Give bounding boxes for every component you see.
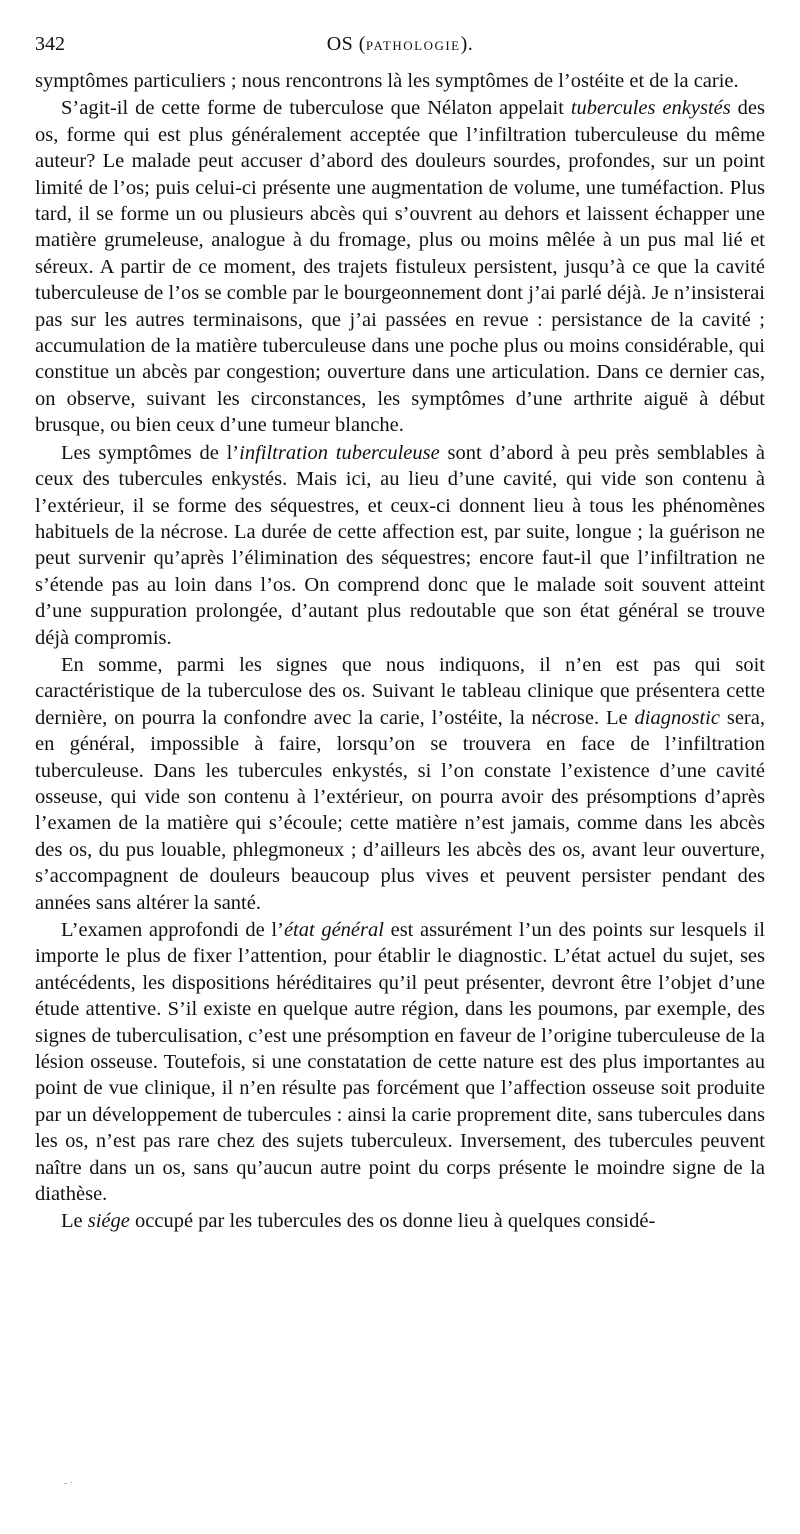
running-head-end: ). [460, 33, 474, 55]
paragraph [35, 95, 765, 438]
italic-term: infiltration tuberculeuse [239, 441, 440, 464]
italic-term: état général [283, 919, 384, 941]
running-head [35, 30, 765, 60]
paragraph [35, 1208, 765, 1234]
text-run: occupé par les tubercules des os donne lieu à quelques considé- [129, 1210, 656, 1233]
page-number: 342 [35, 33, 65, 55]
italic-term: diagnostic [634, 706, 720, 729]
italic-term: siége [87, 1210, 130, 1233]
text-run: En somme, parmi les signes que nous indiquons, il n’en est pas qui soit caractéristique de la tuberculose des os. Suivant le tableau clinique que présentera cette dernière, on pourra la confondre avec la carie, l’ostéite, la nécrose. Le [35, 653, 765, 729]
running-head-main: OS ( [326, 33, 366, 55]
text-run: des os, forme qui est plus généralement acceptée que l’infiltration tuberculeuse du même auteur? Le malade peut accuser d’abord des douleurs sourdes, profondes, sur un point limité de l’os; puis celui-ci présente une augmentation de volume, une tuméfaction. Plus tard, il se forme un ou plusieurs abcès qui s’ouvrent au dehors et laissent échapper une matière grumeleuse, analogue à du fromage, plus ou moins mêlée à un pus mal lié et séreux. A partir de ce moment, des trajets fistuleux persistent, jusqu’à ce que la cavité tuberculeuse de l’os se comble par le bourgeonnement dont j’ai parlé déjà. Je n’insisterai pas sur les autres terminaisons, que j’ai passées en revue : persistance de la cavité ; accumulation de la matière tuberculeuse dans une poche plus ou moins considérable, qui constitue un abcès par congestion; ouverture dans une articulation. Dans ce dernier cas, on observe, suivant les circonstances, les symptômes d’une arthrite aiguë à début brusque, ou bien ceux d’une tumeur blanche. [35, 97, 766, 437]
text-run: sont d’abord à peu près semblables à ceux des tubercules enkystés. Mais ici, au lieu d’une cavité, qui vide son contenu à l’extérieur, il se forme des séquestres, et ceux-ci donnent lieu à tous les phénomènes habituels de la nécrose. La durée de cette affection est, par suite, longue ; la guérison ne peut survenir qu’après l’élimination des séquestres; encore faut-il que l’infiltration ne s’étende pas au loin dans l’os. On comprend donc que le malade soit souvent atteint d’une suppuration prolongée, d’autant plus redoutable que son état général se trouve déjà compromis. [35, 441, 765, 649]
footer-mark: - · [64, 1478, 74, 1489]
text-run: L’examen approfondi de l’ [61, 919, 284, 941]
running-head-section: PATHOLOGIE [365, 38, 461, 53]
body-text [35, 68, 765, 1235]
paragraph [35, 68, 765, 94]
book-page [35, 30, 765, 1235]
paragraph [35, 440, 765, 651]
paragraph [35, 917, 765, 1207]
paragraph [35, 652, 765, 916]
page-header [35, 30, 765, 58]
text-run: Les symptômes de l’ [61, 441, 240, 464]
text-run: sera, en général, impossible à faire, lorsqu’on se trouvera en face de l’infiltration tuberculeuse. Dans les tubercules enkystés, si l’on constate l’existence d’une cavité osseuse, qui vide son contenu à l’extérieur, on pourra avoir des présomptions d’après l’examen de la matière qui s’écoule; cette matière n’est jamais, comme dans les abcès des os, du pus louable, phlegmoneux ; d’ailleurs les abcès des os, avant leur ouverture, s’accompagnent de douleurs beaucoup plus vives et peuvent persister pendant des années sans altérer la santé. [35, 706, 765, 914]
text-run: S’agit-il de cette forme de tuberculose que Nélaton appelait [61, 97, 571, 120]
text-run: symptômes particuliers ; nous rencontrons là les symptômes de l’ostéite et de la carie. [35, 70, 739, 92]
text-run: Le [61, 1210, 88, 1233]
italic-term: tubercules enkystés [570, 97, 731, 120]
text-run: est assurément l’un des points sur lesquels il importe le plus de fixer l’attention, pour établir le diagnostic. L’état actuel du sujet, ses antécédents, les dispositions héréditaires qu’il peut présenter, devront être l’objet d’une étude attentive. S’il existe en quelque autre région, dans les poumons, par exemple, des signes de tuberculisation, c’est une présomption en faveur de l’origine tuberculeuse de la lésion osseuse. Toutefois, si une constatation de cette nature est des plus importantes au point de vue clinique, il n’en résulte pas forcément que l’affection osseuse soit produite par un développement de tubercules : ainsi la carie proprement dite, sans tubercules dans les os, n’est pas rare chez des sujets tuberculeux. Inversement, des tubercules peuvent naître dans un os, sans qu’aucun autre point du corps présente le moindre signe de la diathèse. [35, 919, 765, 1206]
